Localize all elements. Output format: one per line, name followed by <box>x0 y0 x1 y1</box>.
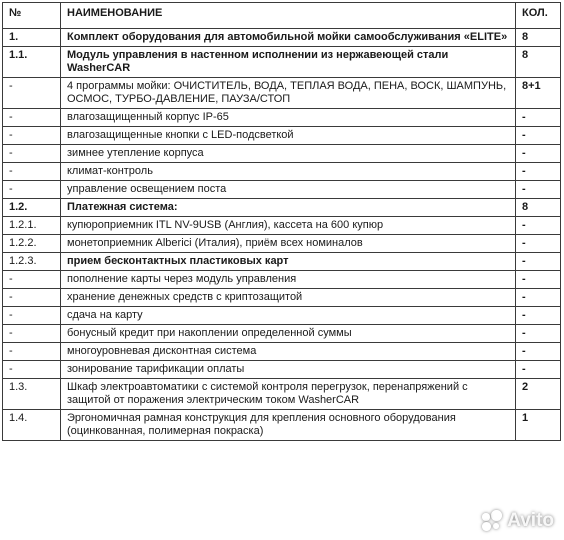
row-name: купюроприемник ITL NV-9USB (Англия), кассета на 600 купюр <box>61 217 516 235</box>
table-row <box>3 235 561 253</box>
table-row <box>3 361 561 379</box>
row-name: 4 программы мойки: ОЧИСТИТЕЛЬ, ВОДА, ТЕПЛАЯ ВОДА, ПЕНА, ВОСК, ШАМПУНЬ, ОСМОС, ТУРБО-ДАВЛЕНИЕ, ПАУЗА/СТОП <box>61 78 516 109</box>
row-qty: - <box>516 181 561 199</box>
row-num: 1.2. <box>3 199 61 217</box>
table-header-row <box>3 3 561 29</box>
table-row <box>3 343 561 361</box>
row-name: Платежная система: <box>61 199 516 217</box>
row-name: Шкаф электроавтоматики с системой контроля перегрузок, перенапряжений с защитой от поражения электрическим током WasherCAR <box>61 379 516 410</box>
table-row <box>3 325 561 343</box>
row-num: 1.1. <box>3 47 61 78</box>
row-num: 1.2.3. <box>3 253 61 271</box>
table-row <box>3 181 561 199</box>
row-name: влагозащищенный корпус IP-65 <box>61 109 516 127</box>
row-qty: - <box>516 361 561 379</box>
avito-watermark <box>481 510 554 532</box>
row-qty: 8 <box>516 199 561 217</box>
row-num: - <box>3 109 61 127</box>
row-qty: - <box>516 325 561 343</box>
header-name: НАИМЕНОВАНИЕ <box>61 3 516 29</box>
row-qty: 8 <box>516 29 561 47</box>
header-qty: КОЛ. <box>516 3 561 29</box>
row-num: - <box>3 361 61 379</box>
row-num: - <box>3 145 61 163</box>
row-num: - <box>3 163 61 181</box>
row-qty: 8+1 <box>516 78 561 109</box>
row-num: - <box>3 307 61 325</box>
table-row <box>3 127 561 145</box>
row-qty: 8 <box>516 47 561 78</box>
table-row <box>3 47 561 78</box>
table-row <box>3 145 561 163</box>
row-name: монетоприемник Alberici (Италия), приём всех номиналов <box>61 235 516 253</box>
row-qty: - <box>516 109 561 127</box>
table-row <box>3 253 561 271</box>
row-name: влагозащищенные кнопки с LED-подсветкой <box>61 127 516 145</box>
table-body <box>3 29 561 441</box>
row-name: многоуровневая дисконтная система <box>61 343 516 361</box>
row-qty: - <box>516 163 561 181</box>
row-num: 1. <box>3 29 61 47</box>
row-name: климат-контроль <box>61 163 516 181</box>
table-row <box>3 109 561 127</box>
header-num: № <box>3 3 61 29</box>
row-num: 1.2.2. <box>3 235 61 253</box>
table-row <box>3 163 561 181</box>
equipment-table <box>2 2 561 441</box>
row-name: хранение денежных средств с криптозащитой <box>61 289 516 307</box>
table-row <box>3 78 561 109</box>
table-row <box>3 289 561 307</box>
row-qty: - <box>516 271 561 289</box>
row-name: зонирование тарификации оплаты <box>61 361 516 379</box>
table-row <box>3 410 561 441</box>
row-num: - <box>3 343 61 361</box>
row-qty: 2 <box>516 379 561 410</box>
row-num: - <box>3 289 61 307</box>
row-name: пополнение карты через модуль управления <box>61 271 516 289</box>
row-num: - <box>3 127 61 145</box>
row-qty: - <box>516 145 561 163</box>
row-name: сдача на карту <box>61 307 516 325</box>
row-name: Комплект оборудования для автомобильной мойки самообслуживания «ELITE» <box>61 29 516 47</box>
row-name: Эргономичная рамная конструкция для крепления основного оборудования (оцинкованная, полимерная покраска) <box>61 410 516 441</box>
row-qty: - <box>516 289 561 307</box>
table-row <box>3 379 561 410</box>
row-name: бонусный кредит при накоплении определенной суммы <box>61 325 516 343</box>
table-row <box>3 307 561 325</box>
table-row <box>3 271 561 289</box>
table-row <box>3 29 561 47</box>
row-num: - <box>3 181 61 199</box>
row-num: 1.3. <box>3 379 61 410</box>
row-num: - <box>3 325 61 343</box>
row-qty: - <box>516 217 561 235</box>
row-name: зимнее утепление корпуса <box>61 145 516 163</box>
row-num: 1.4. <box>3 410 61 441</box>
row-name: Модуль управления в настенном исполнении из нержавеющей стали WasherCAR <box>61 47 516 78</box>
row-qty: - <box>516 127 561 145</box>
avito-logo-icon <box>481 510 503 532</box>
table-row <box>3 217 561 235</box>
row-qty: - <box>516 343 561 361</box>
row-name: управление освещением поста <box>61 181 516 199</box>
table-row <box>3 199 561 217</box>
row-num: - <box>3 271 61 289</box>
row-num: 1.2.1. <box>3 217 61 235</box>
row-qty: - <box>516 253 561 271</box>
row-qty: 1 <box>516 410 561 441</box>
row-qty: - <box>516 235 561 253</box>
watermark-text: Avito <box>507 510 554 531</box>
row-num: - <box>3 78 61 109</box>
row-qty: - <box>516 307 561 325</box>
row-name: прием бесконтактных пластиковых карт <box>61 253 516 271</box>
